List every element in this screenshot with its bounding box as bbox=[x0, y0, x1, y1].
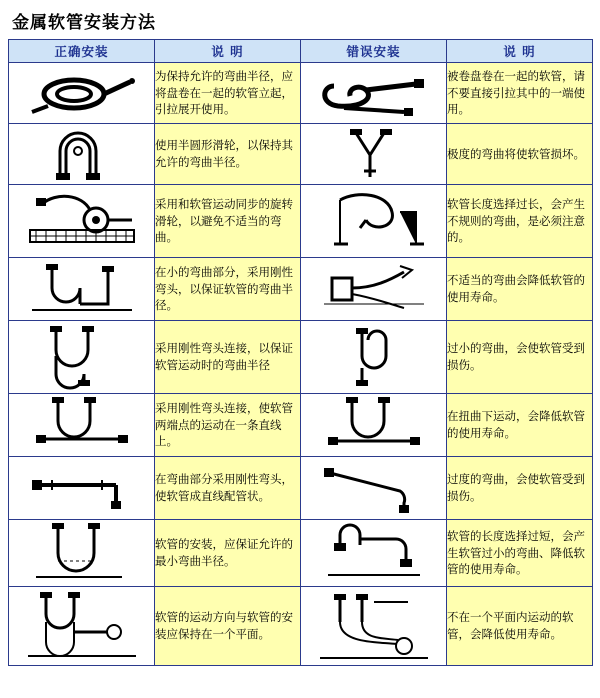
wrong-note-cell: 在扭曲下运动，会降低软管的使用寿命。 bbox=[447, 394, 593, 457]
wrong-note-cell: 不在一个平面内运动的软管，会降低使用寿命。 bbox=[447, 587, 593, 666]
out-of-plane-motion-figure bbox=[304, 587, 444, 665]
table-row bbox=[9, 520, 593, 587]
wrong-note-cell: 极度的弯曲将使软管损坏。 bbox=[447, 124, 593, 185]
wrong-figure-cell bbox=[301, 520, 447, 587]
header-wrong-note: 说 明 bbox=[447, 40, 593, 63]
correct-note-cell: 采用和软管运动同步的旋转滑轮，以避免不适当的弯曲。 bbox=[155, 185, 301, 258]
semicircular-sheave-figure bbox=[12, 124, 152, 184]
straight-pipe-elbow-figure bbox=[12, 457, 152, 519]
table-row bbox=[9, 457, 593, 520]
correct-figure-cell bbox=[9, 185, 155, 258]
coiled-hose-pulled-figure bbox=[304, 63, 444, 123]
wrong-note-cell: 被卷盘卷在一起的软管，请不要直接引拉其中的一端使用。 bbox=[447, 63, 593, 124]
correct-note-cell: 使用半圆形滑轮，以保持其允许的弯曲半径。 bbox=[155, 124, 301, 185]
table-row bbox=[9, 258, 593, 321]
correct-figure-cell bbox=[9, 394, 155, 457]
rigid-elbow-small-bend-figure bbox=[12, 258, 152, 320]
correct-note-cell: 采用刚性弯头连接，以保证软管运动时的弯曲半径 bbox=[155, 321, 301, 394]
correct-figure-cell bbox=[9, 457, 155, 520]
wrong-note-cell: 过度的弯曲，会使软管受到损伤。 bbox=[447, 457, 593, 520]
wrong-figure-cell bbox=[301, 258, 447, 321]
wrong-figure-cell bbox=[301, 124, 447, 185]
table-header-row bbox=[9, 40, 593, 63]
table-row bbox=[9, 63, 593, 124]
table-row bbox=[9, 394, 593, 457]
sharp-bend-v-figure bbox=[304, 124, 444, 184]
header-correct-note: 说 明 bbox=[155, 40, 301, 63]
minimum-bend-radius-u-figure bbox=[12, 520, 152, 586]
long-hose-small-bend-figure bbox=[304, 520, 444, 586]
correct-note-cell: 为保持允许的弯曲半径，应将盘卷在一起的软管立起，引拉展开使用。 bbox=[155, 63, 301, 124]
over-bend-elbow-figure bbox=[304, 457, 444, 519]
page-title: 金属软管安装方法 bbox=[12, 13, 156, 33]
twist-motion-u-figure bbox=[304, 394, 444, 456]
correct-figure-cell bbox=[9, 124, 155, 185]
correct-note-cell: 采用刚性弯头连接，使软管两端点的运动在一条直线上。 bbox=[155, 394, 301, 457]
wrong-figure-cell bbox=[301, 185, 447, 258]
wrong-figure-cell bbox=[301, 394, 447, 457]
correct-figure-cell bbox=[9, 258, 155, 321]
correct-note-cell: 在弯曲部分采用刚性弯头，使软管成直线配管状。 bbox=[155, 457, 301, 520]
wrong-note-cell: 软管的长度选择过短，会产生软管过小的弯曲、降低软管的使用寿命。 bbox=[447, 520, 593, 587]
wrong-note-cell: 软管长度选择过长，会产生不规则的弯曲，是必须注意的。 bbox=[447, 185, 593, 258]
wrong-figure-cell bbox=[301, 63, 447, 124]
table-row bbox=[9, 185, 593, 258]
improper-bend-block-figure bbox=[304, 258, 444, 320]
correct-note-cell: 在小的弯曲部分，采用刚性弯头，以保证软管的弯曲半径。 bbox=[155, 258, 301, 321]
table-row bbox=[9, 321, 593, 394]
rigid-elbow-u-bend-figure bbox=[12, 321, 152, 393]
table-body bbox=[9, 63, 593, 666]
correct-figure-cell bbox=[9, 520, 155, 587]
wrong-note-cell: 过小的弯曲，会使软管受到损伤。 bbox=[447, 321, 593, 394]
installation-methods-table bbox=[8, 39, 593, 666]
table-header bbox=[9, 40, 593, 63]
wrong-figure-cell bbox=[301, 457, 447, 520]
correct-note-cell: 软管的运动方向与软管的安装应保持在一个平面。 bbox=[155, 587, 301, 666]
same-plane-motion-figure bbox=[12, 587, 152, 665]
table-row bbox=[9, 587, 593, 666]
header-wrong-install: 错误安装 bbox=[301, 40, 447, 63]
table-row bbox=[9, 124, 593, 185]
rotating-sheave-chain-figure bbox=[12, 185, 152, 257]
wrong-note-cell: 不适当的弯曲会降低软管的使用寿命。 bbox=[447, 258, 593, 321]
rigid-elbow-straight-line-figure bbox=[12, 394, 152, 456]
excess-length-loop-figure bbox=[304, 185, 444, 257]
wrong-figure-cell bbox=[301, 587, 447, 666]
correct-note-cell: 软管的安装，应保证允许的最小弯曲半径。 bbox=[155, 520, 301, 587]
too-small-bend-figure bbox=[304, 321, 444, 393]
correct-figure-cell bbox=[9, 587, 155, 666]
correct-figure-cell bbox=[9, 63, 155, 124]
wrong-figure-cell bbox=[301, 321, 447, 394]
coiled-hose-standing-figure bbox=[12, 63, 152, 123]
header-correct-install: 正确安装 bbox=[9, 40, 155, 63]
correct-figure-cell bbox=[9, 321, 155, 394]
